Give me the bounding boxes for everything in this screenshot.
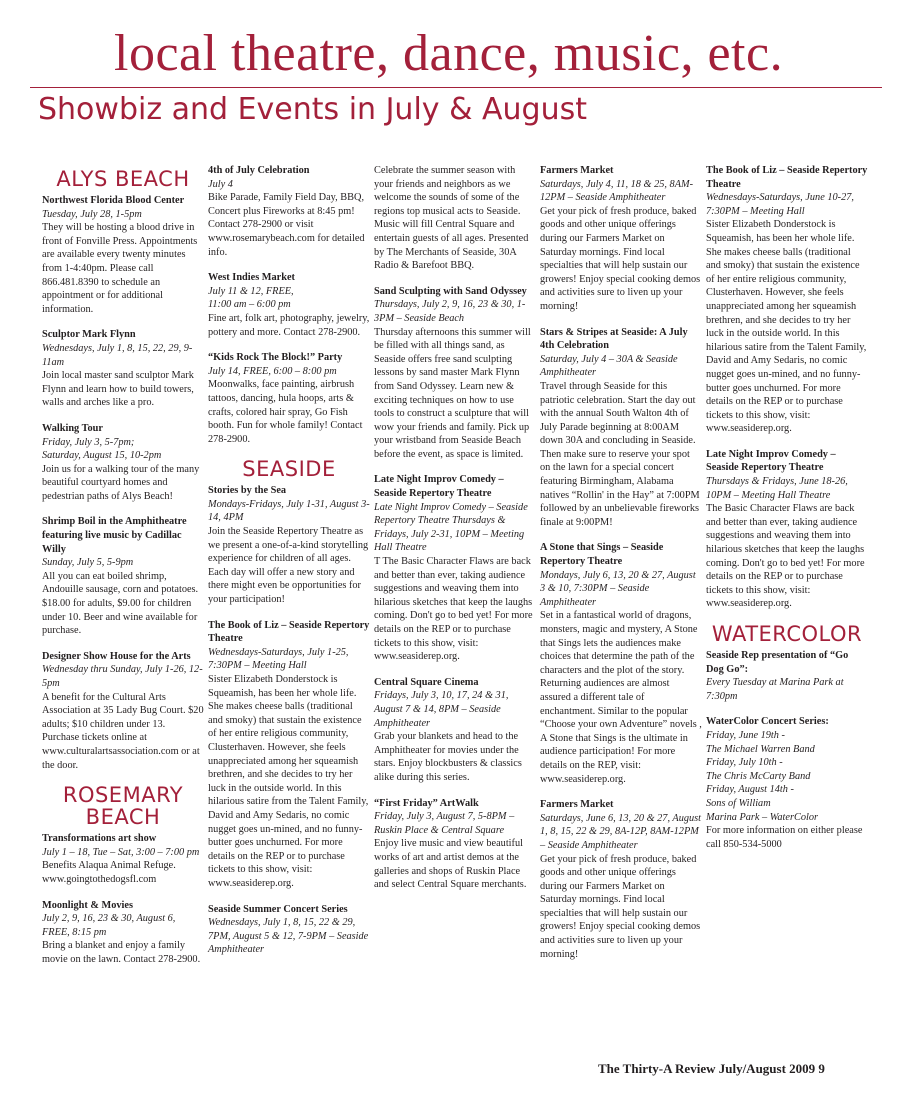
event-date: July 14, FREE, 6:00 – 8:00 pm (208, 365, 337, 377)
event-title: A Stone that Sings – Seaside Repertory Theatre (540, 542, 664, 568)
event-date: Friday, July 3, August 7, 5-8PM – Ruskin Place & Central Square (374, 811, 515, 836)
event-title: Farmers Market (540, 165, 614, 176)
event-date: Thursdays, July 2, 9, 16, 23 & 30, 1-3PM – Seaside Beach (374, 299, 526, 324)
event-title: Transformations art show (42, 833, 157, 845)
event-title: West Indies Market (208, 272, 295, 284)
event-title: Farmers Market (540, 799, 614, 811)
column-4 (540, 164, 702, 973)
event-listing (42, 515, 204, 637)
column-2 (208, 164, 370, 969)
event-body: Get your pick of fresh produce, baked goods and other unique offerings during our Farmers Market on Saturday mornings. Find local specialties that will help sustain our growers! Enjoy special cooking demos and activities sure to liven up your morning! (540, 205, 701, 312)
event-body: Grab your blankets and head to the Amphitheater for movies under the stars. Enjoy blockbusters & classics alike during this series. (374, 731, 522, 783)
event-listing (42, 194, 204, 316)
event-date: July 2, 9, 16, 23 & 30, August 6, FREE, 8:15 pm (42, 913, 176, 938)
event-title: Sand Sculpting with Sand Odyssey (374, 285, 527, 297)
event-date: Saturdays, June 6, 13, 20 & 27, August 1, 8, 15, 22 & 29, 8A-12P, 8AM-12PM – Seaside Amphitheater (540, 812, 702, 851)
event-body: T The Basic Character Flaws are back and better than ever, taking audience suggestions and weaving them into hilarious sketches that keep the laughs coming. Don't go to bed yet! For more details on the REP or to purchase tickets to this show, visit: www.seasiderep.org. (374, 556, 533, 663)
event-date: July 4 (208, 178, 233, 190)
event-listing (540, 798, 702, 961)
event-title: Walking Tour (42, 422, 103, 434)
event-date: July 1 – 18, Tue – Sat, 3:00 – 7:00 pm (42, 846, 200, 858)
event-listing (208, 619, 370, 891)
event-body: For more information on either please call 850-534-5000 (706, 825, 863, 850)
event-date: Wednesdays, July 1, 8, 15, 22 & 29, 7PM, August 5 & 12, 7-9PM – Seaside Amphitheater (208, 917, 369, 956)
event-listing (540, 541, 702, 786)
column-1 (42, 164, 204, 979)
event-title: The Book of Liz – Seaside Repertory Theatre (208, 619, 370, 645)
event-listing (540, 164, 702, 314)
town-heading: SEASIDE (242, 457, 336, 482)
event-body: Moonwalks, face painting, airbrush tattoos, dancing, hula hoops, arts & crafts, colored hair spray, Go Fish booth. Fun for whole family! Contact 278-2900. (208, 379, 363, 445)
event-body: Sister Elizabeth Donderstock is Squeamish, has been her whole life. She makes cheese balls (traditional and smoky) that sustain the existence of her entire religious community, Clusterhaven. However, she feels unappreciated among her squeamish brethren, and she decides to try her luck in the outside world. In this hilarious satire from the Talent Family, David and Amy Sedaris, no comic nugget goes un-mined, and no funny-butter goes unchurned. For more details on the REP or to purchase tickets to this show, visit: www.seasiderep.org. (208, 674, 369, 889)
event-body: Bring a blanket and enjoy a family movie on the lawn. Contact 278-2900. (42, 940, 201, 965)
column-3 (374, 164, 536, 904)
event-body: Thursday afternoons this summer will be filled with all things sand, as Seaside offers free sand sculpting lessons by sand master Mark Flynn from Sand Odyssey. Learn new & exciting techniques on how to use tools to construct a sculpture that will wow your friends and family. Pick up your wristband from Seaside Beach before the event, as space is limited. (374, 326, 531, 460)
event-title: Stories by the Sea (208, 485, 287, 497)
event-body: Set in a fantastical world of dragons, monsters, magic and mystery, A Stone that Sings lets the audiences make choices that determine the path of the characters and the plot of the story. Returning audiences are almost assured a different tale of enchantment. Similar to the popular “Choose your own Adventure” novels , A Stone that Sings is the ultimate in audience participation! For more details on the REP, visit: www.seasiderep.org. (540, 610, 702, 785)
event-title: Stars & Stripes at Seaside: A July 4th Celebration (540, 326, 688, 352)
town-heading: ALYS BEACH (56, 167, 190, 191)
event-body: All you can eat boiled shrimp, Andouille sausage, corn and potatoes. $18.00 for adults, $9.00 for children under 10. Beer and wine available for purchase. (42, 570, 199, 637)
event-listing (42, 650, 204, 772)
event-body: Join local master sand sculptor Mark Flynn and learn how to build towers, walls and arches like a pro. (42, 370, 194, 409)
event-title: Late Night Improv Comedy – Seaside Repertory Theatre (706, 448, 836, 474)
event-date: Wednesdays-Saturdays, July 1-25, 7:30PM – Meeting Hall (208, 646, 349, 672)
event-body: Fine art, folk art, photography, jewelry, pottery and more. Contact 278-2900. (208, 312, 370, 338)
event-body: Enjoy live music and view beautiful works of art and artist demos at the galleries and shops of Ruskin Place and select Central Square merchants. (374, 838, 527, 891)
event-date: Mondays, July 6, 13, 20 & 27, August 3 & 10, 7:30PM – Seaside Amphitheater (540, 569, 696, 608)
event-title: “First Friday” ArtWalk (374, 797, 479, 809)
event-listing (208, 164, 370, 259)
event-title: 4th of July Celebration (208, 165, 310, 176)
event-listing (374, 797, 536, 892)
event-title: Late Night Improv Comedy – Seaside Repertory Theatre (374, 474, 504, 500)
event-body: Get your pick of fresh produce, baked goods and other unique offerings during our Farmers Market on Saturday mornings. Find local specialties that will help sustain our growers! Enjoy special cooking demos and activities sure to liven up your morning! (540, 853, 701, 960)
event-body: Travel through Seaside for this patriotic celebration. Start the day out with the annual South Walton 4th of July Parade beginning at 8:00AM down 30A and concluding in Seaside. Then make sure to reserve your spot on the lawn for a special concert featuring Birmingham, Alabama natives “Rollin' in the Hay” at 7:00PM followed by an unbelievable fireworks finale at 9:00PM! (540, 380, 700, 528)
event-listing (208, 271, 370, 339)
event-body: Join the Seaside Repertory Theatre as we present a one-of-a-kind storytelling experience for children of all ages. Each day will offer a new story and there might even be opportunities for your participation! (208, 526, 369, 606)
event-date: Friday, June 19th - The Michael Warren Band Friday, July 10th - The Chris McCarty Band Friday, August 14th - Sons of William Marina Park – WaterColor (706, 729, 819, 823)
event-listing (374, 285, 536, 462)
page-subtitle: Showbiz and Events in July & August (38, 92, 587, 127)
page-footer: The Thirty-A Review July/August 2009 9 (598, 1061, 825, 1076)
event-date: Saturdays, July 4, 11, 18 & 25, 8AM-12PM – Seaside Amphitheater (540, 178, 693, 204)
event-listing (374, 164, 536, 273)
event-title: Moonlight & Movies (42, 899, 133, 911)
event-listing (208, 351, 370, 446)
event-title: “Kids Rock The Block!” Party (208, 352, 343, 364)
event-title: WaterColor Concert Series: (706, 716, 829, 728)
event-date: Tuesday, July 28, 1-5pm (42, 208, 142, 220)
event-listing (208, 484, 370, 606)
event-body: A benefit for the Cultural Arts Association at 35 Lady Bug Court. $20 adults; $10 children under 13. Purchase tickets online at www.culturalartsassociation.com or at the door. (42, 691, 204, 771)
event-date: Late Night Improv Comedy – Seaside Repertory Theatre Thursdays & Fridays, July 2-31, 10PM – Meeting Hall Theatre (374, 501, 528, 554)
event-date: Wednesdays-Saturdays, June 10-27, 7:30PM – Meeting Hall (706, 192, 854, 217)
event-listing (208, 903, 370, 957)
event-date: Friday, July 3, 5-7pm; Saturday, August 15, 10-2pm (42, 436, 162, 462)
event-body: Celebrate the summer season with your friends and neighbors as we welcome the sounds of some of the regions top musical acts to Seaside. Music will fill Central Square and entertain guests of all ages. Presented by The Merchants of Seaside, 30A Radio & Barefoot BBQ. (374, 165, 529, 272)
event-listing (374, 676, 536, 785)
event-listing (706, 715, 868, 851)
event-title: Shrimp Boil in the Amphitheatre featuring live music by Cadillac Willy (42, 516, 187, 555)
event-date: July 11 & 12, FREE, 11:00 am – 6:00 pm (208, 285, 294, 311)
event-date: Sunday, July 5, 5-9pm (42, 557, 134, 569)
event-listing (706, 649, 868, 703)
event-body: Bike Parade, Family Field Day, BBQ, Concert plus Fireworks at 8:45 pm! Contact 278-2900 or visit www.rosemarybeach.com for detailed info. (208, 192, 365, 258)
event-date: Wednesdays, July 1, 8, 15, 22, 29, 9-11am (42, 342, 193, 368)
event-date: Saturday, July 4 – 30A & Seaside Amphitheater (540, 353, 678, 379)
event-body: They will be hosting a blood drive in front of Fonville Press. Appointments are available every twenty minutes from 1-4:40pm. Please call 866.481.8390 to schedule an appointment or for additional information. (42, 222, 198, 315)
event-title: Designer Show House for the Arts (42, 650, 191, 662)
town-heading: ROSEMARY BEACH (62, 783, 184, 830)
event-body: The Basic Character Flaws are back and better than ever, taking audience suggestions and weaving them into hilarious sketches that keep the laughs coming. Don't go to bed yet! For more details on the REP or to purchase tickets to this show, visit: www.seasiderep.org. (706, 503, 865, 610)
town-heading: WATERCOLOR (711, 622, 863, 646)
event-listing (42, 328, 204, 410)
event-listing (42, 832, 204, 886)
event-listing (706, 164, 868, 436)
event-body: Sister Elizabeth Donderstock is Squeamish, has been her whole life. She makes cheese balls (traditional and smoky) that sustain the existence of her entire religious community, Clusterhaven. However, she feels unappreciated among her squeamish brethren, and she decides to try her luck in the outside world. In this hilarious satire from the Talent Family, David and Amy Sedaris, no comic nugget goes un-mined, and no funny-butter goes unchurned. For more details on the REP or to purchase tickets to this show, visit: www.seasiderep.org. (706, 219, 867, 435)
event-title: The Book of Liz – Seaside Repertory Theatre (706, 165, 868, 190)
event-listing (42, 422, 204, 504)
event-listing (706, 448, 868, 611)
event-listing (42, 899, 204, 967)
event-date: Thursdays & Fridays, June 18-26, 10PM – Meeting Hall Theatre (706, 476, 848, 501)
event-title: Sculptor Mark Flynn (42, 329, 136, 341)
event-title: Northwest Florida Blood Center (42, 195, 185, 206)
page-title: local theatre, dance, music, etc. (114, 25, 784, 82)
event-listing (540, 326, 702, 530)
event-date: Fridays, July 3, 10, 17, 24 & 31, August 7 & 14, 8PM – Seaside Amphitheater (374, 690, 509, 729)
title-rule (30, 87, 882, 88)
event-date: Every Tuesday at Marina Park at 7:30pm (706, 677, 844, 702)
event-body: Join us for a walking tour of the many beautiful courtyard homes and pedestrian paths of Alys Beach! (42, 463, 200, 502)
event-title: Central Square Cinema (374, 676, 479, 688)
column-5 (706, 164, 868, 863)
event-date: Wednesday thru Sunday, July 1-26, 12-5pm (42, 664, 203, 689)
event-date: Mondays-Fridays, July 1-31, August 3-14, 4PM (208, 498, 370, 524)
event-title: Seaside Summer Concert Series (208, 903, 348, 915)
event-title: Seaside Rep presentation of “Go Dog Go”: (706, 650, 849, 675)
event-listing (374, 473, 536, 663)
event-body: Benefits Alaqua Animal Refuge. www.goingtothedogsfl.com (42, 860, 176, 885)
